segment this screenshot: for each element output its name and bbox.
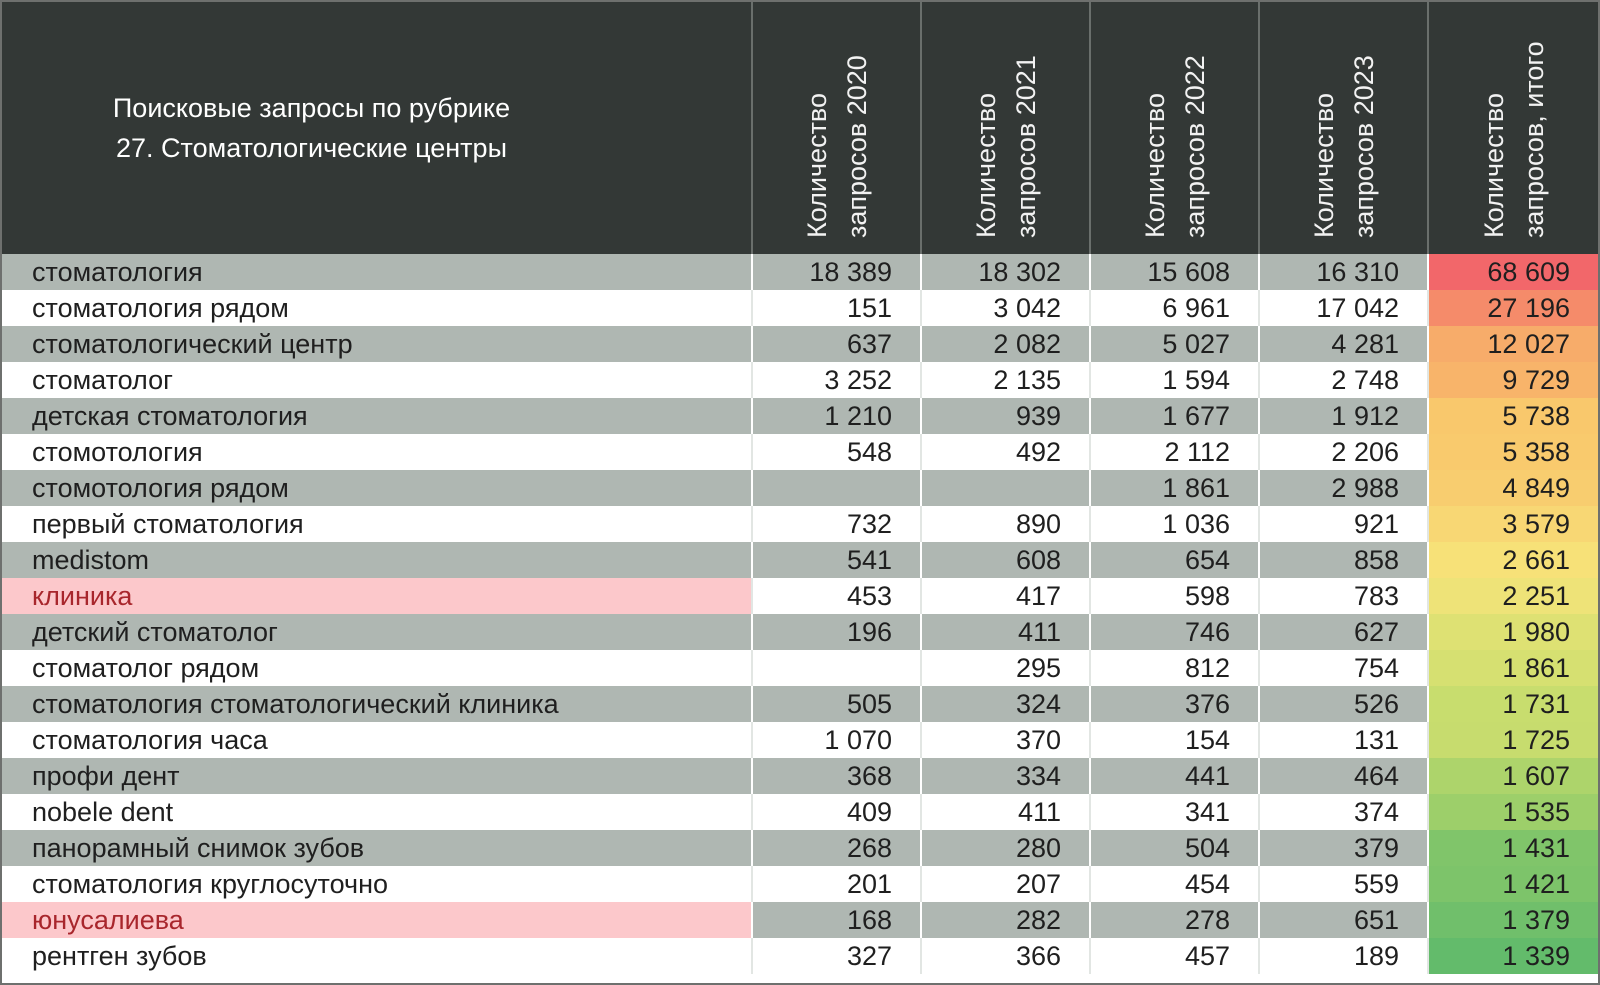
total-count-cell: 2 251 bbox=[1428, 578, 1598, 614]
column-header-label bbox=[1135, 18, 1215, 238]
count-cell-2021: 2 135 bbox=[921, 362, 1090, 398]
table-row bbox=[2, 506, 1598, 542]
column-header-2022 bbox=[1090, 2, 1259, 254]
total-count-cell: 1 607 bbox=[1428, 758, 1598, 794]
query-label-cell: клиника bbox=[2, 578, 752, 614]
count-cell-2021: 324 bbox=[921, 686, 1090, 722]
table-row bbox=[2, 866, 1598, 902]
count-cell-2021: 2 082 bbox=[921, 326, 1090, 362]
table-row bbox=[2, 398, 1598, 434]
total-count-cell: 1 431 bbox=[1428, 830, 1598, 866]
count-cell-2023: 2 748 bbox=[1259, 362, 1428, 398]
count-cell-2022: 1 677 bbox=[1090, 398, 1259, 434]
count-cell-2021: 890 bbox=[921, 506, 1090, 542]
table-row bbox=[2, 686, 1598, 722]
query-label-cell: стоматология bbox=[2, 254, 752, 290]
count-cell-2022: 457 bbox=[1090, 938, 1259, 974]
table-row bbox=[2, 326, 1598, 362]
total-count-cell: 3 579 bbox=[1428, 506, 1598, 542]
count-cell-2020: 3 252 bbox=[752, 362, 921, 398]
total-count-cell: 1 535 bbox=[1428, 794, 1598, 830]
count-cell-2020: 505 bbox=[752, 686, 921, 722]
query-label-cell: стоматолог bbox=[2, 362, 752, 398]
query-label-cell: стоматология стоматологический клиника bbox=[2, 686, 752, 722]
count-cell-2022: 598 bbox=[1090, 578, 1259, 614]
count-cell-2021 bbox=[921, 470, 1090, 506]
count-cell-2023: 783 bbox=[1259, 578, 1428, 614]
column-header-line: запросов 2020 bbox=[841, 55, 872, 238]
count-cell-2022: 1 594 bbox=[1090, 362, 1259, 398]
count-cell-2021: 280 bbox=[921, 830, 1090, 866]
total-count-cell: 5 358 bbox=[1428, 434, 1598, 470]
total-count-cell: 1 379 bbox=[1428, 902, 1598, 938]
count-cell-2021: 370 bbox=[921, 722, 1090, 758]
table-row bbox=[2, 434, 1598, 470]
total-count-cell: 1 725 bbox=[1428, 722, 1598, 758]
table-row bbox=[2, 290, 1598, 326]
query-label-cell: юнусалиева bbox=[2, 902, 752, 938]
count-cell-2020: 1 210 bbox=[752, 398, 921, 434]
query-label-cell: стоматолог рядом bbox=[2, 650, 752, 686]
total-count-cell: 12 027 bbox=[1428, 326, 1598, 362]
count-cell-2023: 627 bbox=[1259, 614, 1428, 650]
count-cell-2022: 504 bbox=[1090, 830, 1259, 866]
query-label-cell: детская стоматология bbox=[2, 398, 752, 434]
column-header-2023 bbox=[1259, 2, 1428, 254]
table-row bbox=[2, 578, 1598, 614]
count-cell-2023: 4 281 bbox=[1259, 326, 1428, 362]
table-title bbox=[2, 88, 751, 168]
count-cell-2023: 559 bbox=[1259, 866, 1428, 902]
count-cell-2023: 374 bbox=[1259, 794, 1428, 830]
query-label-cell: детский стоматолог bbox=[2, 614, 752, 650]
column-header-label bbox=[1474, 18, 1554, 238]
column-header-line: Количество bbox=[801, 93, 832, 238]
total-count-cell: 1 731 bbox=[1428, 686, 1598, 722]
count-cell-2022: 441 bbox=[1090, 758, 1259, 794]
count-cell-2022: 341 bbox=[1090, 794, 1259, 830]
count-cell-2021: 282 bbox=[921, 902, 1090, 938]
count-cell-2023: 464 bbox=[1259, 758, 1428, 794]
count-cell-2021: 411 bbox=[921, 614, 1090, 650]
table-row bbox=[2, 614, 1598, 650]
column-header-label bbox=[1304, 18, 1384, 238]
count-cell-2022: 15 608 bbox=[1090, 254, 1259, 290]
total-count-cell: 4 849 bbox=[1428, 470, 1598, 506]
header-row bbox=[2, 2, 1598, 254]
column-header-line: Количество bbox=[1139, 93, 1170, 238]
count-cell-2023: 651 bbox=[1259, 902, 1428, 938]
count-cell-2020: 732 bbox=[752, 506, 921, 542]
count-cell-2020: 453 bbox=[752, 578, 921, 614]
table-row bbox=[2, 254, 1598, 290]
column-header-label bbox=[966, 18, 1046, 238]
column-header-line: запросов 2022 bbox=[1179, 55, 1210, 238]
count-cell-2020: 541 bbox=[752, 542, 921, 578]
count-cell-2021: 492 bbox=[921, 434, 1090, 470]
table-title-cell bbox=[2, 2, 752, 254]
query-label-cell: панорамный снимок зубов bbox=[2, 830, 752, 866]
column-header-2021 bbox=[921, 2, 1090, 254]
count-cell-2021: 207 bbox=[921, 866, 1090, 902]
table-title-line-2: 27. Стоматологические центры bbox=[116, 133, 507, 163]
column-header-line: Количество bbox=[970, 93, 1001, 238]
total-count-cell: 1 861 bbox=[1428, 650, 1598, 686]
total-count-cell: 68 609 bbox=[1428, 254, 1598, 290]
column-header-total bbox=[1428, 2, 1598, 254]
count-cell-2021: 295 bbox=[921, 650, 1090, 686]
total-count-cell: 1 339 bbox=[1428, 938, 1598, 974]
query-label-cell: стоматологический центр bbox=[2, 326, 752, 362]
count-cell-2023: 2 988 bbox=[1259, 470, 1428, 506]
count-cell-2021: 3 042 bbox=[921, 290, 1090, 326]
column-header-line: запросов 2021 bbox=[1010, 55, 1041, 238]
count-cell-2020: 196 bbox=[752, 614, 921, 650]
count-cell-2021: 366 bbox=[921, 938, 1090, 974]
query-label-cell: стоматология круглосуточно bbox=[2, 866, 752, 902]
count-cell-2022: 278 bbox=[1090, 902, 1259, 938]
count-cell-2022: 6 961 bbox=[1090, 290, 1259, 326]
count-cell-2022: 2 112 bbox=[1090, 434, 1259, 470]
count-cell-2020 bbox=[752, 650, 921, 686]
query-label-cell: рентген зубов bbox=[2, 938, 752, 974]
table-row bbox=[2, 938, 1598, 974]
count-cell-2020: 201 bbox=[752, 866, 921, 902]
table-row bbox=[2, 758, 1598, 794]
table-row bbox=[2, 794, 1598, 830]
count-cell-2021: 334 bbox=[921, 758, 1090, 794]
count-cell-2022: 376 bbox=[1090, 686, 1259, 722]
count-cell-2020: 409 bbox=[752, 794, 921, 830]
count-cell-2020: 268 bbox=[752, 830, 921, 866]
table-row bbox=[2, 830, 1598, 866]
column-header-2020 bbox=[752, 2, 921, 254]
count-cell-2020: 368 bbox=[752, 758, 921, 794]
table-row bbox=[2, 722, 1598, 758]
count-cell-2023: 526 bbox=[1259, 686, 1428, 722]
count-cell-2023: 1 912 bbox=[1259, 398, 1428, 434]
total-count-cell: 2 661 bbox=[1428, 542, 1598, 578]
count-cell-2023: 754 bbox=[1259, 650, 1428, 686]
count-cell-2023: 858 bbox=[1259, 542, 1428, 578]
count-cell-2020: 168 bbox=[752, 902, 921, 938]
query-label-cell: стомотология bbox=[2, 434, 752, 470]
count-cell-2021: 411 bbox=[921, 794, 1090, 830]
search-queries-table bbox=[2, 2, 1598, 974]
count-cell-2021: 417 bbox=[921, 578, 1090, 614]
count-cell-2022: 1 036 bbox=[1090, 506, 1259, 542]
query-label-cell: стоматология рядом bbox=[2, 290, 752, 326]
count-cell-2020: 151 bbox=[752, 290, 921, 326]
total-count-cell: 9 729 bbox=[1428, 362, 1598, 398]
count-cell-2022: 154 bbox=[1090, 722, 1259, 758]
count-cell-2021: 608 bbox=[921, 542, 1090, 578]
count-cell-2020: 1 070 bbox=[752, 722, 921, 758]
table-row bbox=[2, 542, 1598, 578]
total-count-cell: 1 421 bbox=[1428, 866, 1598, 902]
table-row bbox=[2, 470, 1598, 506]
count-cell-2023: 131 bbox=[1259, 722, 1428, 758]
count-cell-2022: 454 bbox=[1090, 866, 1259, 902]
count-cell-2022: 812 bbox=[1090, 650, 1259, 686]
query-label-cell: medistom bbox=[2, 542, 752, 578]
table-body bbox=[2, 254, 1598, 974]
query-label-cell: профи дент bbox=[2, 758, 752, 794]
table-row bbox=[2, 362, 1598, 398]
count-cell-2023: 16 310 bbox=[1259, 254, 1428, 290]
count-cell-2023: 921 bbox=[1259, 506, 1428, 542]
column-header-line: запросов 2023 bbox=[1348, 55, 1379, 238]
count-cell-2020: 18 389 bbox=[752, 254, 921, 290]
count-cell-2022: 746 bbox=[1090, 614, 1259, 650]
table-header bbox=[2, 2, 1598, 254]
total-count-cell: 27 196 bbox=[1428, 290, 1598, 326]
count-cell-2022: 1 861 bbox=[1090, 470, 1259, 506]
query-label-cell: первый стоматология bbox=[2, 506, 752, 542]
count-cell-2022: 654 bbox=[1090, 542, 1259, 578]
count-cell-2020: 327 bbox=[752, 938, 921, 974]
count-cell-2023: 189 bbox=[1259, 938, 1428, 974]
count-cell-2021: 18 302 bbox=[921, 254, 1090, 290]
query-label-cell: стоматология часа bbox=[2, 722, 752, 758]
query-label-cell: стомотология рядом bbox=[2, 470, 752, 506]
count-cell-2023: 17 042 bbox=[1259, 290, 1428, 326]
column-header-line: Количество bbox=[1478, 93, 1509, 238]
count-cell-2020: 637 bbox=[752, 326, 921, 362]
column-header-label bbox=[797, 18, 877, 238]
total-count-cell: 5 738 bbox=[1428, 398, 1598, 434]
table-title-line-1: Поисковые запросы по рубрике bbox=[112, 93, 511, 123]
count-cell-2020 bbox=[752, 470, 921, 506]
count-cell-2021: 939 bbox=[921, 398, 1090, 434]
column-header-line: Количество bbox=[1308, 93, 1339, 238]
count-cell-2022: 5 027 bbox=[1090, 326, 1259, 362]
count-cell-2020: 548 bbox=[752, 434, 921, 470]
query-label-cell: nobele dent bbox=[2, 794, 752, 830]
count-cell-2023: 379 bbox=[1259, 830, 1428, 866]
column-header-line: запросов, итого bbox=[1518, 41, 1549, 238]
table-row bbox=[2, 650, 1598, 686]
table-row bbox=[2, 902, 1598, 938]
total-count-cell: 1 980 bbox=[1428, 614, 1598, 650]
count-cell-2023: 2 206 bbox=[1259, 434, 1428, 470]
